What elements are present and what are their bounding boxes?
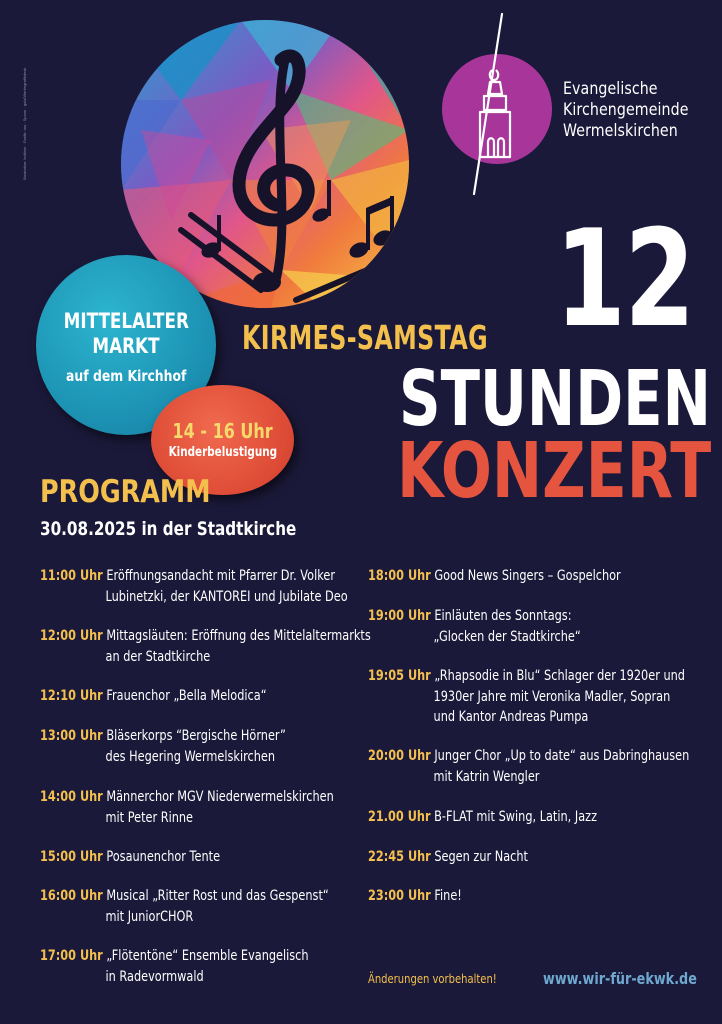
schedule-entry <box>368 847 528 868</box>
church-logo-icon <box>440 12 560 197</box>
headline-kirmes: KIRMES-SAMSTAG <box>242 318 488 357</box>
entry-time: 18:00 Uhr <box>368 568 431 584</box>
entry-text-2: an der Stadtkirche <box>105 648 211 665</box>
headline-number: 12 <box>555 201 694 357</box>
entry-text: Junger Chor „Up to date“ aus Dabringhausen <box>434 748 690 764</box>
changes-note: Änderungen vorbehalten! <box>368 971 497 986</box>
entry-time: 19:05 Uhr <box>368 668 431 684</box>
headline-konzert: KONZERT <box>397 427 712 516</box>
schedule-entry <box>40 686 267 707</box>
entry-text: Eröffnungsandacht mit Pfarrer Dr. Volker <box>106 568 335 584</box>
entry-time: 11:00 Uhr <box>40 568 103 584</box>
schedule-entry <box>368 566 621 587</box>
schedule-entry <box>368 886 462 907</box>
entry-text-2: Lubinetzki, der KANTOREI und Jubilate Deo <box>105 588 348 605</box>
markt-line3: auf dem Kirchhof <box>65 367 187 385</box>
entry-text: „Flötentöne“ Ensemble Evangelisch <box>106 948 309 964</box>
entry-text: Einläuten des Sonntags: <box>434 608 572 624</box>
entry-text-3: und Kantor Andreas Pumpa <box>433 709 589 725</box>
schedule-entry <box>40 847 220 868</box>
entry-time: 13:00 Uhr <box>40 728 103 744</box>
entry-text-2: „Glocken der Stadtkirche“ <box>433 628 581 645</box>
entry-text-2: mit JuniorCHOR <box>105 908 194 925</box>
entry-text: Good News Singers – Gospelchor <box>434 568 621 584</box>
church-name-line: Kirchengemeinde <box>563 100 689 119</box>
entry-text-2: mit Peter Rinne <box>105 809 194 826</box>
entry-time: 22:45 Uhr <box>368 849 431 865</box>
entry-text-2: 1930er Jahre mit Veronika Madler, Sopran <box>433 688 671 705</box>
schedule-entry <box>368 807 597 828</box>
entry-text: „Rhapsodie in Blu“ Schlager der 1920er und <box>434 668 685 684</box>
church-name <box>563 78 689 141</box>
entry-text: Mittagsläuten: Eröffnung des Mittelaltermarkts <box>106 628 371 644</box>
entry-text-2: in Radevormwald <box>105 968 204 985</box>
markt-line2: MARKT <box>92 334 160 358</box>
program-title: PROGRAMM <box>40 474 211 510</box>
entry-text: Frauenchor „Bella Melodica“ <box>106 688 267 704</box>
schedule-entry <box>40 626 371 667</box>
entry-time: 12:00 Uhr <box>40 628 103 644</box>
entry-text: Segen zur Nacht <box>434 849 528 865</box>
entry-text-2: des Hegering Wermelskirchen <box>105 748 276 765</box>
entry-text: Männerchor MGV Niederwermelskirchen <box>106 789 334 805</box>
entry-time: 20:00 Uhr <box>368 748 431 764</box>
image-credit: Illustration: kolibiro · Grafik: mu · Spoon · gold/Werbegrafikdesk <box>22 67 27 180</box>
schedule-entry <box>368 606 581 647</box>
schedule-entry <box>40 946 309 987</box>
schedule-entry <box>40 787 334 828</box>
schedule-entry <box>40 886 329 927</box>
entry-time: 15:00 Uhr <box>40 849 103 865</box>
entry-text-2: mit Katrin Wengler <box>433 768 540 785</box>
schedule-entry <box>40 566 348 607</box>
entry-text: Bläserkorps “Bergische Hörner” <box>106 728 286 744</box>
schedule-entry <box>40 726 286 767</box>
church-name-line: Wermelskirchen <box>563 121 678 140</box>
website-link[interactable]: www.wir-für-ekwk.de <box>543 969 697 988</box>
schedule-entry <box>368 666 685 728</box>
entry-text: Posaunenchor Tente <box>106 849 221 865</box>
entry-time: 23:00 Uhr <box>368 888 431 904</box>
schedule-entry <box>368 746 689 787</box>
entry-time: 17:00 Uhr <box>40 948 103 964</box>
headline-stunden: STUNDEN <box>399 355 711 444</box>
markt-line1: MITTELALTER <box>63 309 189 333</box>
entry-time: 14:00 Uhr <box>40 789 103 805</box>
kinder-time: 14 - 16 Uhr <box>172 419 273 443</box>
entry-time: 16:00 Uhr <box>40 888 103 904</box>
program-date: 30.08.2025 in der Stadtkirche <box>40 518 297 540</box>
entry-time: 12:10 Uhr <box>40 688 103 704</box>
entry-text: Musical „Ritter Rost und das Gespenst“ <box>106 888 329 904</box>
entry-time: 21.00 Uhr <box>368 809 431 825</box>
kinder-label: Kinderbelustigung <box>168 445 277 460</box>
entry-text: Fine! <box>434 888 462 904</box>
entry-text: B-FLAT mit Swing, Latin, Jazz <box>434 809 598 825</box>
church-name-line: Evangelische <box>563 79 658 98</box>
entry-time: 19:00 Uhr <box>368 608 431 624</box>
